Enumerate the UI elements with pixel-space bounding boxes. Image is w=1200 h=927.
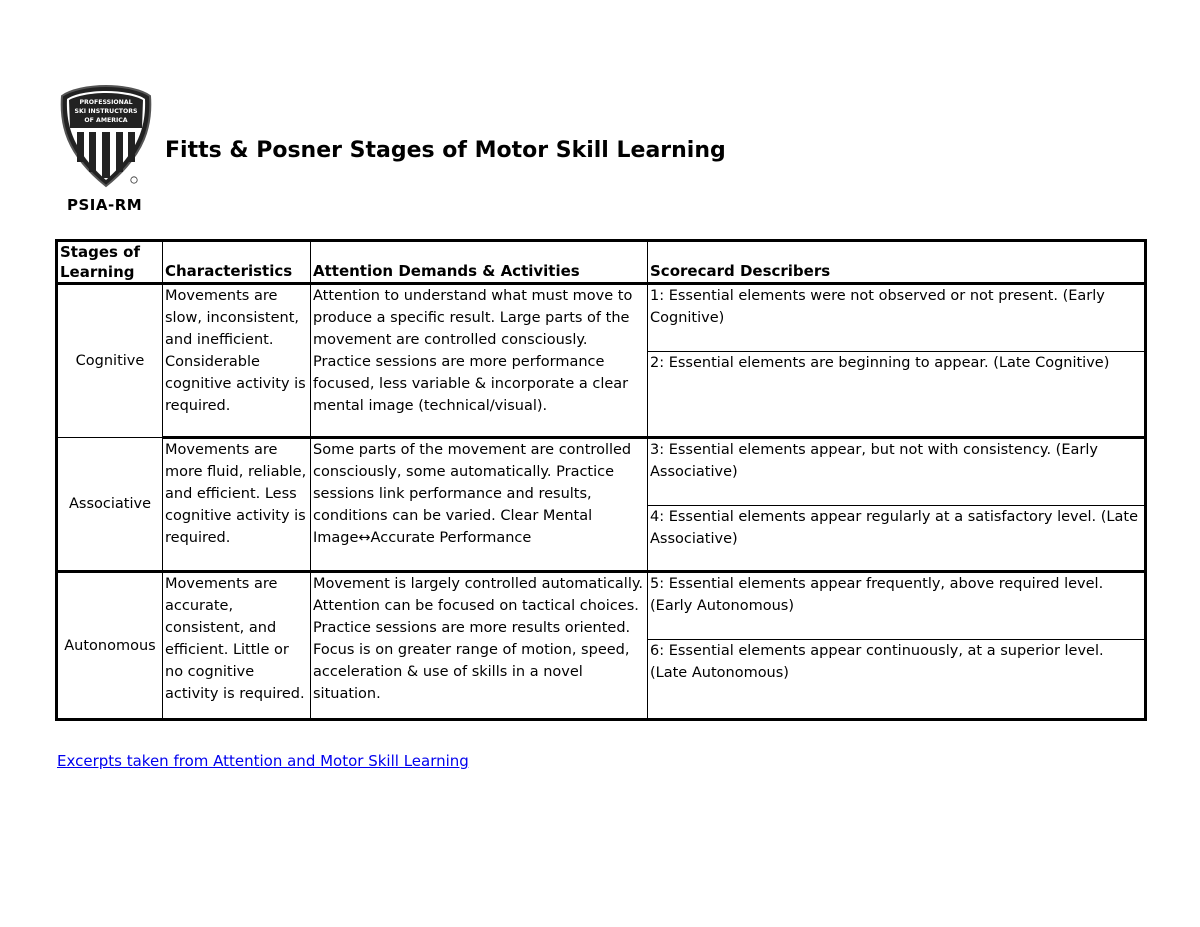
- characteristics-cell: Movements are accurate, consistent, and efficient. Little or no cognitive activity is required.: [163, 572, 311, 720]
- table-row: [57, 572, 1146, 640]
- score-cell: 5: Essential elements appear frequently, above required level. (Early Autonomous): [648, 572, 1146, 640]
- characteristics-cell: Movements are slow, inconsistent, and inefficient. Considerable cognitive activity is required.: [163, 284, 311, 438]
- column-header-stages: Stages of Learning: [57, 241, 163, 284]
- attention-cell: Movement is largely controlled automatically. Attention can be focused on tactical choices. Practice sessions are more results oriented. Focus is on greater range of motion, speed, acceleration & use of skills in a novel situation.: [311, 572, 648, 720]
- score-cell: 1: Essential elements were not observed or not present. (Early Cognitive): [648, 284, 1146, 352]
- stages-table: [55, 239, 1147, 721]
- stage-cell: Autonomous: [57, 572, 163, 720]
- score-cell: 2: Essential elements are beginning to appear. (Late Cognitive): [648, 352, 1146, 438]
- page-title: Fitts & Posner Stages of Motor Skill Learning: [165, 138, 726, 163]
- logo-text-line-2: SKI INSTRUCTORS: [74, 108, 138, 115]
- characteristics-cell: Movements are more fluid, reliable, and efficient. Less cognitive activity is required.: [163, 438, 311, 572]
- excerpts-source-link[interactable]: Excerpts taken from Attention and Motor Skill Learning: [57, 752, 469, 770]
- column-header-characteristics: Characteristics: [163, 241, 311, 284]
- logo-text-line-1: PROFESSIONAL: [79, 99, 133, 106]
- table-header-row: [57, 241, 1146, 284]
- attention-cell: Attention to understand what must move to produce a specific result. Large parts of the movement are controlled consciously. Practice sessions are more performance focused, less variable & incorporate a clear mental image (technical/visual).: [311, 284, 648, 438]
- table-row: [57, 284, 1146, 352]
- attention-cell: Some parts of the movement are controlled consciously, some automatically. Practice sessions link performance and results, conditions can be varied. Clear Mental Image↔Accurate Performance: [311, 438, 648, 572]
- score-cell: 6: Essential elements appear continuously, at a superior level. (Late Autonomous): [648, 640, 1146, 720]
- org-name: PSIA-RM: [67, 196, 143, 214]
- score-cell: 3: Essential elements appear, but not with consistency. (Early Associative): [648, 438, 1146, 506]
- stage-cell: Cognitive: [57, 284, 163, 438]
- stage-cell: Associative: [57, 438, 163, 572]
- table-row: [57, 438, 1146, 506]
- psia-shield-logo: [58, 84, 154, 188]
- column-header-scorecard: Scorecard Describers: [648, 241, 1146, 284]
- column-header-attention: Attention Demands & Activities: [311, 241, 648, 284]
- logo-text-line-3: OF AMERICA: [84, 117, 128, 124]
- score-cell: 4: Essential elements appear regularly at a satisfactory level. (Late Associative): [648, 506, 1146, 572]
